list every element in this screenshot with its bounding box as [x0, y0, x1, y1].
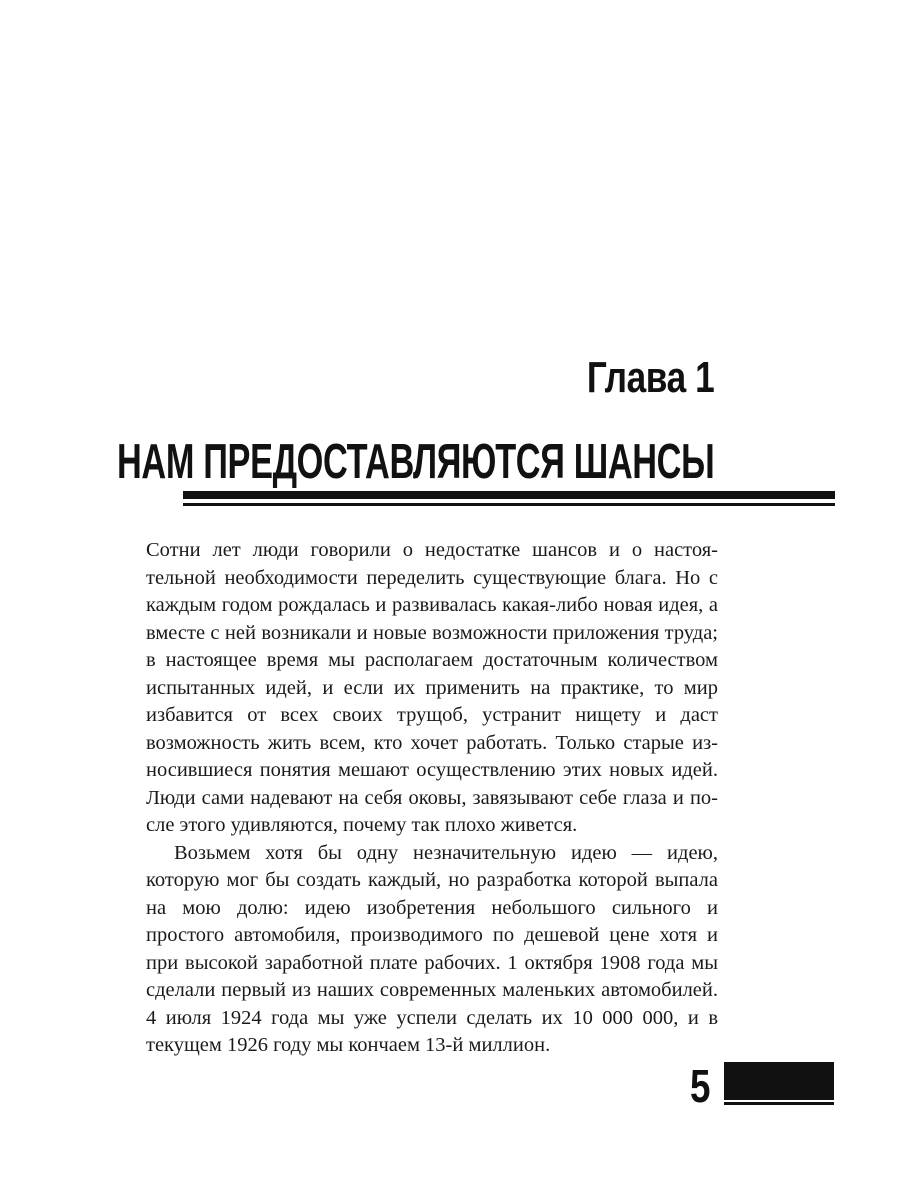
page-number: 5 — [690, 1060, 711, 1112]
chapter-body — [146, 537, 718, 1060]
page-number-bar-rule — [724, 1102, 834, 1105]
title-rule-thick — [183, 491, 835, 499]
paragraph-2: Возьмем хотя бы одну незначительную идею — идею, которую мог бы создать каждый, но разработка которой выпала на мою долю: идею изобретения небольшого сильного и простого автомобиля, производимого по дешевой цене хотя и при высокой заработной плате рабочих. 1 октября 1908 года мы сделали первый из наших современных маленьких автомобилей. 4 июля 1924 года мы уже успели сделать их 10 000 000, и в текущем 1926 году мы кончаем 13-й миллион. — [146, 841, 718, 1056]
chapter-label: Глава 1 — [586, 353, 714, 402]
page-number-bar — [724, 1062, 834, 1100]
chapter-title: НАМ ПРЕДОСТАВЛЯЮТСЯ ШАНСЫ — [116, 435, 714, 489]
paragraph-1: Сотни лет люди говорили о недостатке шансов и о настоятельной необходимости переделить существующие блага. Но с каждым годом рождалась и развивалась какая-либо новая идея, а вместе с ней возникали и новые возможности приложения труда; в настоящее время мы располагаем достаточным количеством испытанных идей, и если их применить на практике, то мир избавится от всех своих трущоб, устранит нищету и даст возможность жить всем, кто хочет работать. Только старые износившиеся понятия мешают осуществлению этих новых идей. Люди сами надевают на себя оковы, завязывают себе глаза и после этого удивляются, почему так плохо живется. — [146, 539, 718, 836]
title-rule-thin — [183, 503, 835, 506]
